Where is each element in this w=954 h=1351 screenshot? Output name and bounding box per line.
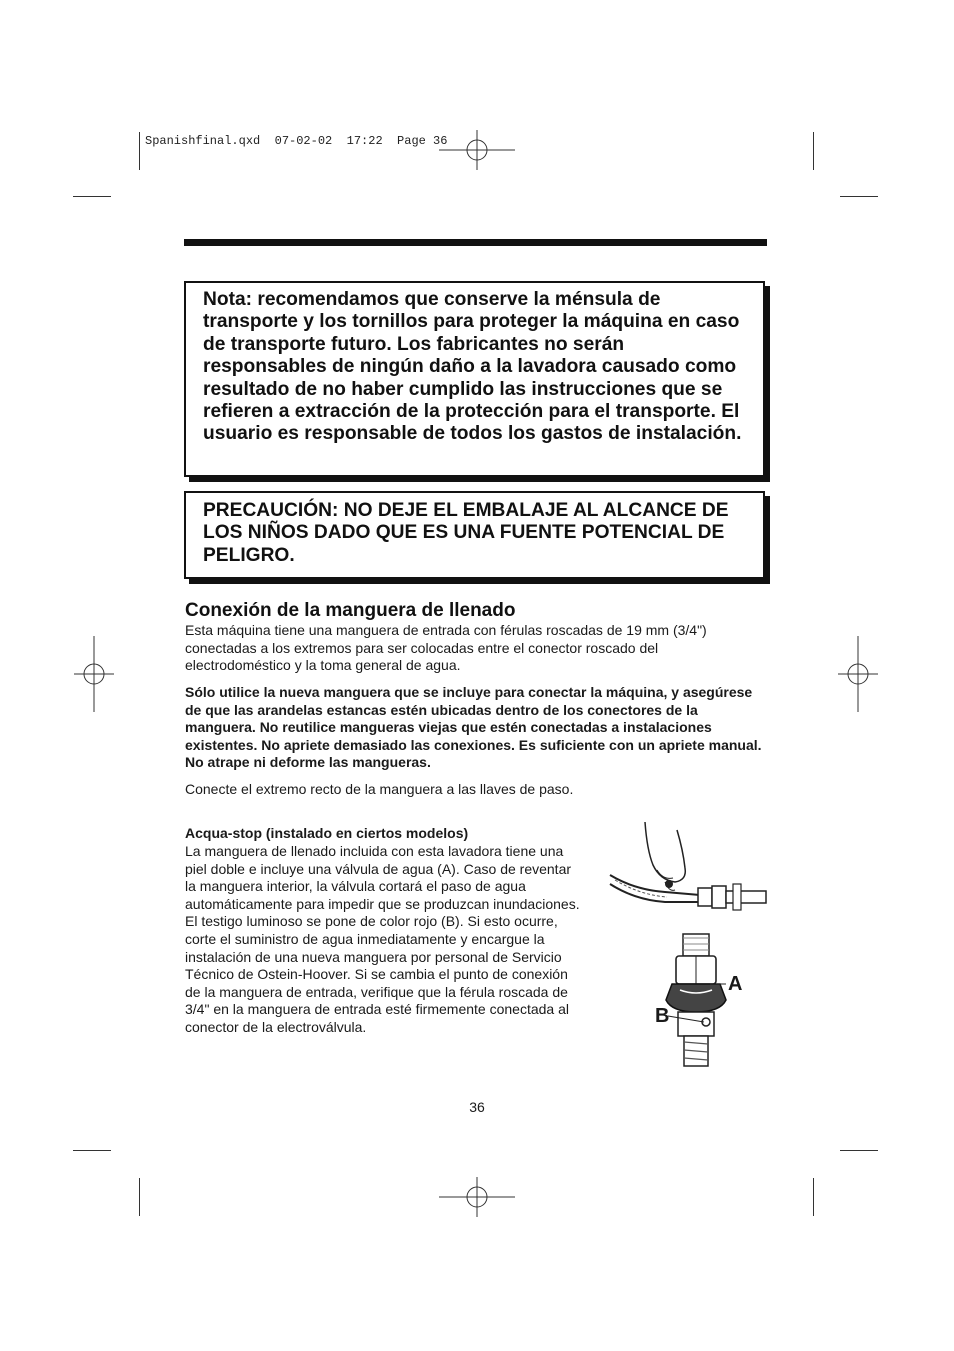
registration-mark-left bbox=[72, 634, 116, 714]
registration-mark-right bbox=[836, 634, 880, 714]
crop-mark bbox=[813, 1178, 814, 1216]
warning-paragraph: Sólo utilice la nueva manguera que se incluye para conectar la máquina, y asegúrese de que las arandelas estancas estén ubicadas dentro de los conectores de la manguera. No reutilice mangueras viejas que estén conectadas a instalaciones existentes. No apriete demasiado las conexiones. Es suficiente con un apriete manual. No atrape ni deforme las mangueras. bbox=[185, 684, 762, 771]
valve-label-a: A bbox=[728, 973, 743, 995]
hose-connection-illustration bbox=[605, 820, 770, 920]
crop-mark bbox=[139, 132, 140, 170]
slug-line: Spanishfinal.qxd 07-02-02 17:22 Page 36 bbox=[145, 134, 448, 148]
crop-mark bbox=[73, 1150, 111, 1151]
indicator-label-b: B bbox=[655, 1005, 670, 1027]
note-text: Nota: recomendamos que conserve la ménsula de transporte y los tornillos para proteger la máquina en caso de transporte futuro. Los fabricantes no serán responsables de ningún daño a la lavadora causado como resultado de no haber cumplido las instrucciones que se refieren a extracción de la protección para el transporte. El usuario es responsable de todos los gastos de instalación. bbox=[203, 289, 742, 445]
section-title: Conexión de la manguera de llenado bbox=[185, 600, 516, 621]
header-rule bbox=[184, 239, 767, 246]
caution-text: PRECAUCIÓN: NO DEJE EL EMBALAJE AL ALCANCE DE LOS NIÑOS DADO QUE ES UNA FUENTE POTENCIAL DE PELIGRO. bbox=[203, 500, 729, 566]
registration-mark-bottom bbox=[437, 1175, 517, 1219]
page-number: 36 bbox=[469, 1099, 485, 1115]
crop-mark bbox=[840, 1150, 878, 1151]
intro-paragraph: Esta máquina tiene una manguera de entrada con férulas roscadas de 19 mm (3/4") conectadas a los extremos para ser colocadas entre el conector roscado del electrodoméstico y la toma general de agua. bbox=[185, 622, 707, 674]
note-box bbox=[184, 281, 765, 477]
connect-paragraph: Conecte el extremo recto de la manguera a las llaves de paso. bbox=[185, 781, 574, 797]
registration-mark-top bbox=[437, 128, 517, 172]
acqua-stop-valve-illustration bbox=[650, 932, 730, 1067]
acqua-stop-title: Acqua-stop (instalado en ciertos modelos) bbox=[185, 825, 469, 841]
crop-mark bbox=[139, 1178, 140, 1216]
acqua-stop-paragraph: La manguera de llenado incluida con esta lavadora tiene una piel doble e incluye una válvula de agua (A). Caso de reventar la manguera interior, la válvula cortará el paso de agua automáticamente para impedir que se produzcan inundaciones. El testigo luminoso se pone de color rojo (B). Si esto ocurre, corte el suministro de agua inmediatamente y encargue la instalación de una nueva manguera por personal de Servicio Técnico de Ostein-Hoover. Si se cambia el punto de conexión de la manguera de entrada, verifique que la férula roscada de 3/4" en la manguera de entrada esté firmemente conectada al conector de la electroválvula. bbox=[185, 843, 580, 1035]
crop-mark bbox=[813, 132, 814, 170]
crop-mark bbox=[840, 196, 878, 197]
crop-mark bbox=[73, 196, 111, 197]
caution-box bbox=[184, 491, 765, 579]
